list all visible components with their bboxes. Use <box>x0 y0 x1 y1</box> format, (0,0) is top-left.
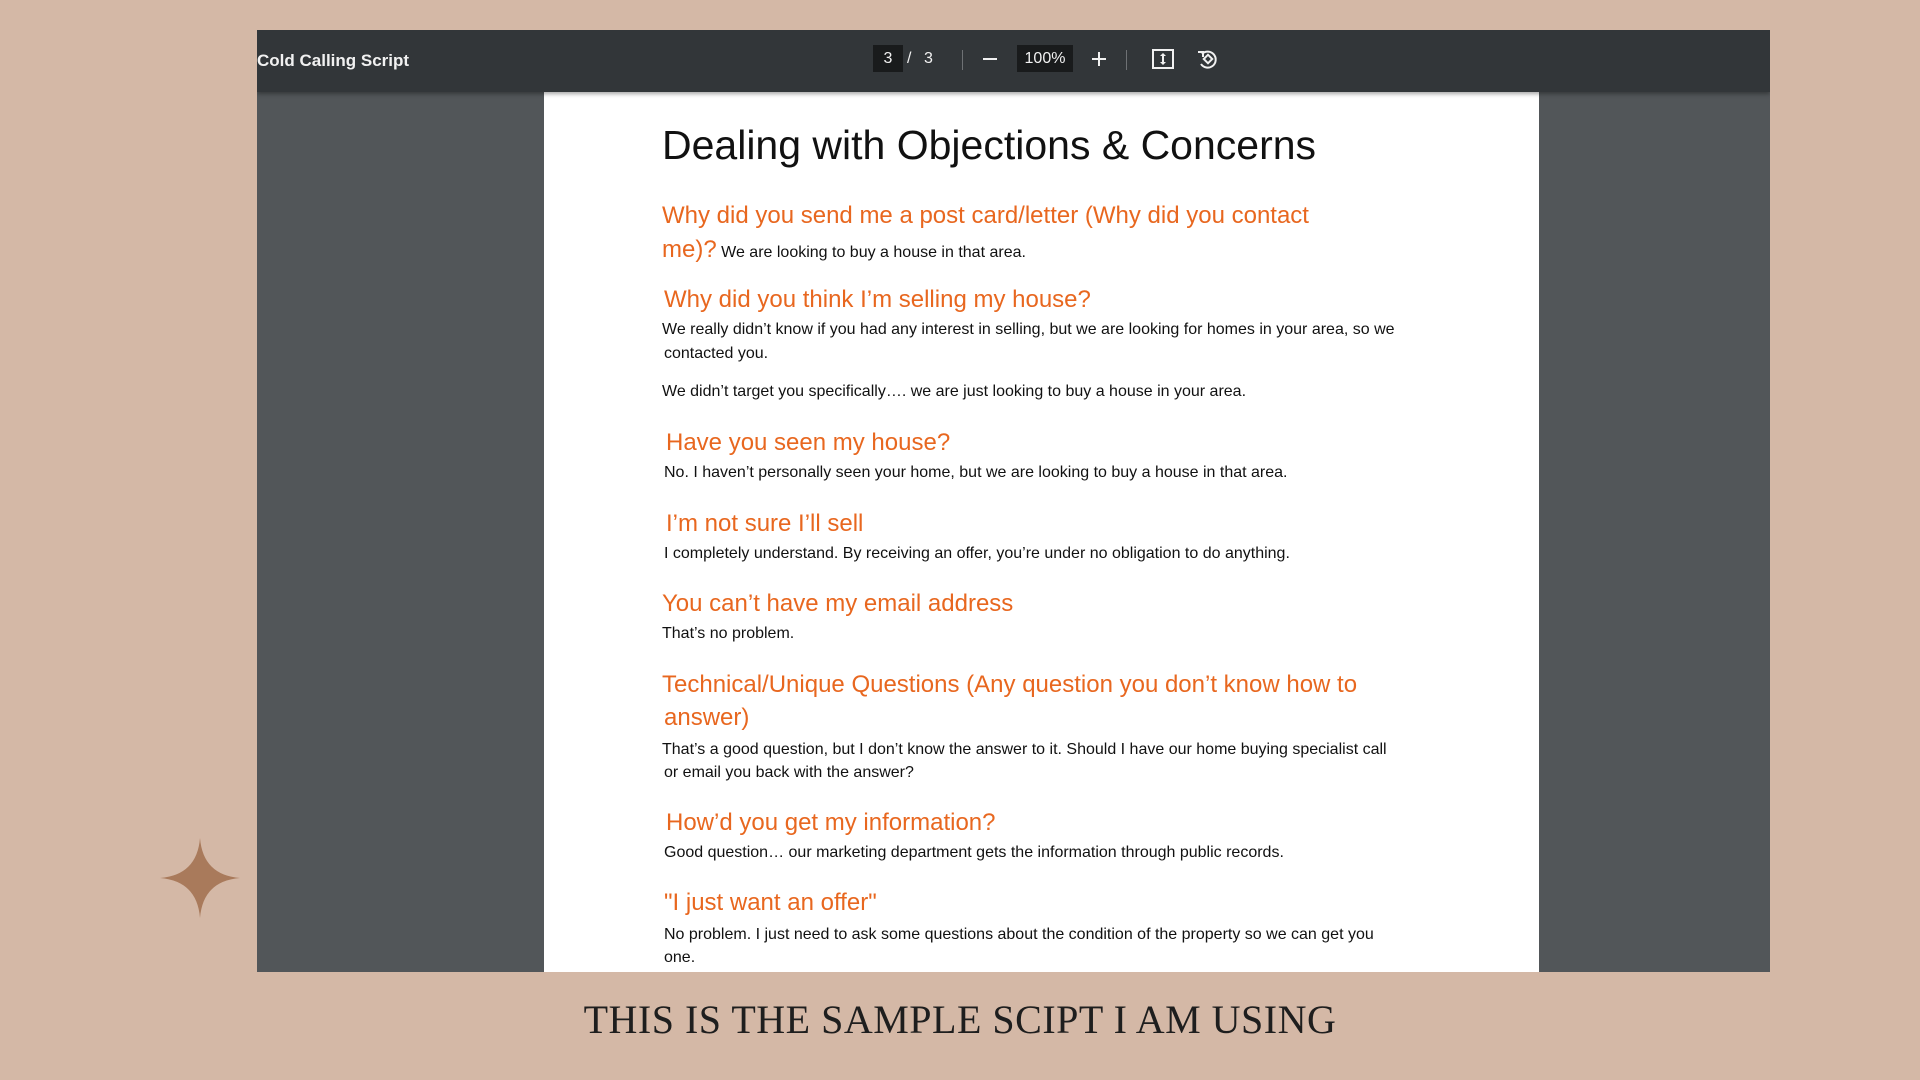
answer-text: Good question… our marketing department gets the information through public records. <box>664 844 1284 861</box>
total-pages: 3 <box>924 50 933 67</box>
answer-text: No problem. I just need to ask some questions about the condition of the property so we can get you <box>664 926 1374 943</box>
answer-text: That’s a good question, but I don’t know the answer to it. Should I have our home buying specialist call <box>662 741 1387 758</box>
question-heading: me)? <box>662 236 717 263</box>
pdf-viewer <box>257 30 1770 972</box>
pdf-page <box>544 92 1539 972</box>
zoom-out-button[interactable] <box>974 43 1006 75</box>
answer-text: I completely understand. By receiving an offer, you’re under no obligation to do anything. <box>664 545 1290 562</box>
question-heading: Why did you think I’m selling my house? <box>664 286 1091 313</box>
question-heading: "I just want an offer" <box>664 889 877 916</box>
answer-text: We are looking to buy a house in that area. <box>721 244 1026 261</box>
question-heading: You can’t have my email address <box>662 590 1014 617</box>
page-separator: / <box>907 50 912 67</box>
answer-text: contacted you. <box>664 345 769 362</box>
answer-text: No. I haven’t personally seen your home, but we are looking to buy a house in that area. <box>664 464 1288 481</box>
answer-text: That’s no problem. <box>662 625 795 642</box>
document-title: Cold Calling Script <box>257 51 410 70</box>
answer-text: We really didn’t know if you had any interest in selling, but we are looking for homes in your area, so we <box>662 321 1395 338</box>
toolbar-divider <box>1126 50 1127 70</box>
question-heading: answer) <box>664 704 750 731</box>
zoom-level-input[interactable]: 100% <box>1017 45 1073 72</box>
minus-icon <box>981 50 999 68</box>
zoom-in-button[interactable] <box>1083 43 1115 75</box>
page-number-input[interactable]: 3 <box>873 45 903 72</box>
plus-icon <box>1090 50 1108 68</box>
rotate-button[interactable] <box>1191 43 1223 75</box>
answer-text: We didn’t target you specifically…. we are just looking to buy a house in your area. <box>662 383 1247 400</box>
question-heading: Why did you send me a post card/letter (Why did you contact <box>662 202 1309 229</box>
question-heading: How’d you get my information? <box>666 809 996 836</box>
slide-caption: THIS IS THE SAMPLE SCIPT I AM USING <box>583 997 1337 1042</box>
page-heading: Dealing with Objections & Concerns <box>662 122 1317 168</box>
rotate-icon <box>1195 47 1219 71</box>
sparkle-icon <box>160 838 240 918</box>
question-row <box>662 233 1026 267</box>
fit-page-icon <box>1151 47 1175 71</box>
fit-to-page-button[interactable] <box>1147 43 1179 75</box>
toolbar-divider <box>962 50 963 70</box>
question-heading: Have you seen my house? <box>666 429 951 456</box>
question-heading: I’m not sure I’ll sell <box>666 510 864 537</box>
question-heading: Technical/Unique Questions (Any question you don’t know how to <box>662 671 1358 698</box>
answer-text: one. <box>664 949 696 966</box>
answer-text: or email you back with the answer? <box>664 764 914 781</box>
pdf-toolbar <box>257 30 1770 92</box>
